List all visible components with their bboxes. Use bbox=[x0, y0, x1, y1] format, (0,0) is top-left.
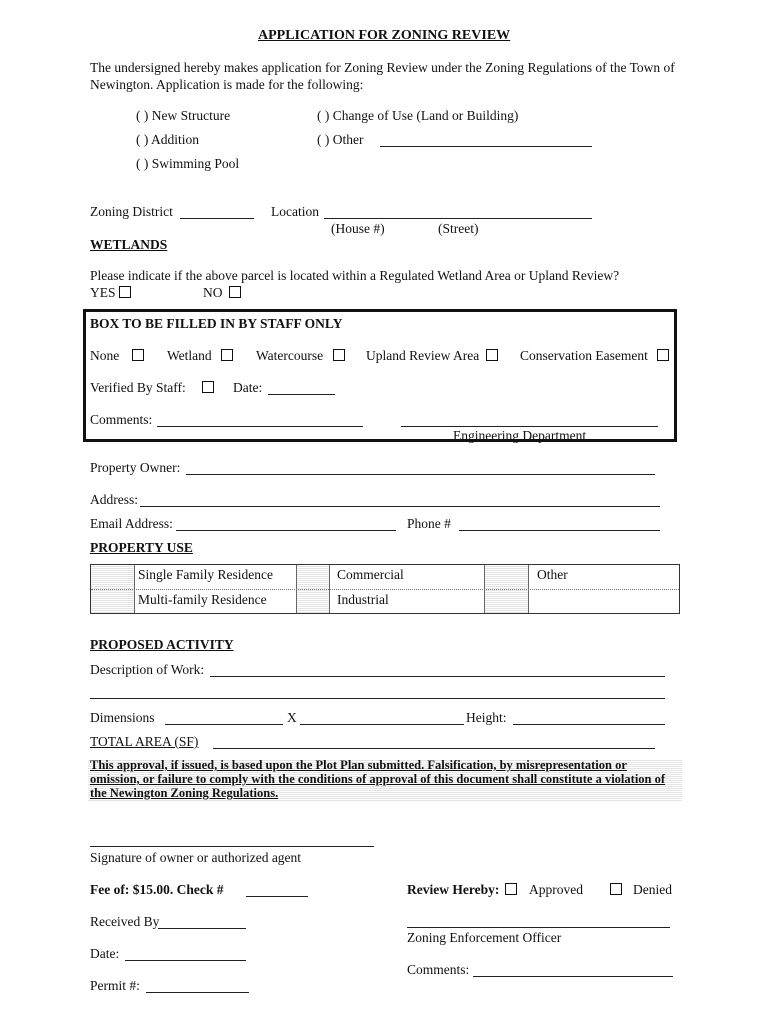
location-field[interactable] bbox=[324, 218, 592, 219]
description-label: Description of Work: bbox=[90, 662, 205, 677]
conservation-easement-checkbox[interactable] bbox=[657, 349, 669, 361]
option-label: Change of Use (Land or Building) bbox=[332, 108, 519, 123]
industrial-label: Industrial bbox=[337, 592, 389, 607]
page-title: APPLICATION FOR ZONING REVIEW bbox=[258, 28, 511, 43]
staff-box-heading: BOX TO BE FILLED IN BY STAFF ONLY bbox=[90, 316, 343, 331]
description-field-line-2[interactable] bbox=[90, 698, 665, 699]
multi-family-label: Multi-family Residence bbox=[138, 592, 267, 607]
staff-date-field[interactable] bbox=[268, 394, 335, 395]
commercial-label: Commercial bbox=[337, 567, 404, 582]
dimension-x-label: X bbox=[287, 710, 297, 725]
phone-label: Phone # bbox=[407, 516, 451, 531]
officer-signature-line[interactable] bbox=[407, 927, 670, 928]
option-label: Swimming Pool bbox=[151, 156, 240, 171]
no-checkbox[interactable] bbox=[229, 286, 241, 298]
wetland-label: Wetland bbox=[167, 348, 212, 363]
address-field[interactable] bbox=[140, 506, 660, 507]
checkbox-paren: ( ) bbox=[136, 132, 149, 147]
description-field[interactable] bbox=[210, 676, 665, 677]
option-label: Addition bbox=[151, 132, 200, 147]
denied-checkbox[interactable] bbox=[610, 883, 622, 895]
disclaimer-line-2: omission, or failure to comply with the conditions of approval of this document shall constitute a violation of bbox=[90, 772, 666, 786]
received-by-field[interactable] bbox=[158, 928, 246, 929]
email-field[interactable] bbox=[176, 530, 396, 531]
signature-label: Signature of owner or authorized agent bbox=[90, 850, 302, 865]
other-input-line[interactable] bbox=[380, 146, 592, 147]
option-label: New Structure bbox=[151, 108, 231, 123]
denied-label: Denied bbox=[633, 882, 672, 897]
verified-by-staff-label: Verified By Staff: bbox=[90, 380, 186, 395]
total-area-field[interactable] bbox=[213, 748, 655, 749]
upland-review-checkbox[interactable] bbox=[486, 349, 498, 361]
fee-label: Fee of: $15.00. Check # bbox=[90, 882, 224, 897]
watercourse-label: Watercourse bbox=[256, 348, 324, 363]
staff-comments-field[interactable] bbox=[157, 426, 363, 427]
zoning-officer-label: Zoning Enforcement Officer bbox=[407, 930, 562, 945]
disclaimer-line-3: the Newington Zoning Regulations. bbox=[90, 786, 279, 800]
verified-checkbox[interactable] bbox=[202, 381, 214, 393]
height-label: Height: bbox=[466, 710, 507, 725]
property-owner-label: Property Owner: bbox=[90, 460, 181, 475]
wetland-checkbox[interactable] bbox=[221, 349, 233, 361]
received-by-label: Received By bbox=[90, 914, 160, 929]
no-label: NO bbox=[203, 285, 223, 300]
wetlands-question: Please indicate if the above parcel is located within a Regulated Wetland Area or Upland Review? bbox=[90, 268, 620, 283]
intro-line-1: The undersigned hereby makes application for Zoning Review under the Zoning Regulations of the Town of bbox=[90, 60, 675, 75]
upland-review-label: Upland Review Area bbox=[366, 348, 480, 363]
office-date-label: Date: bbox=[90, 946, 120, 961]
intro-line-2: Newington. Application is made for the following: bbox=[90, 77, 364, 92]
address-label: Address: bbox=[90, 492, 138, 507]
none-checkbox[interactable] bbox=[132, 349, 144, 361]
other-use-label: Other bbox=[537, 567, 568, 582]
single-family-label: Single Family Residence bbox=[138, 567, 273, 582]
row-divider bbox=[91, 589, 679, 590]
permit-number-field[interactable] bbox=[146, 992, 249, 993]
checkbox-paren: ( ) bbox=[136, 156, 149, 171]
option-change-of-use[interactable] bbox=[317, 108, 518, 124]
total-area-label: TOTAL AREA (SF) bbox=[90, 734, 199, 749]
phone-field[interactable] bbox=[459, 530, 660, 531]
dimensions-label: Dimensions bbox=[90, 710, 155, 725]
street-label: (Street) bbox=[438, 221, 479, 236]
option-swimming-pool[interactable] bbox=[136, 156, 239, 172]
approved-label: Approved bbox=[529, 882, 583, 897]
conservation-easement-label: Conservation Easement bbox=[520, 348, 648, 363]
property-use-table bbox=[90, 564, 680, 614]
checkbox-paren: ( ) bbox=[317, 108, 330, 123]
proposed-activity-heading: PROPOSED ACTIVITY bbox=[90, 637, 234, 652]
check-number-field[interactable] bbox=[246, 896, 308, 897]
option-label: Other bbox=[332, 132, 364, 147]
review-comments-field[interactable] bbox=[473, 976, 673, 977]
dimension-length-field[interactable] bbox=[300, 724, 464, 725]
review-hereby-label: Review Hereby: bbox=[407, 882, 500, 897]
dimension-width-field[interactable] bbox=[165, 724, 283, 725]
email-label: Email Address: bbox=[90, 516, 173, 531]
review-comments-label: Comments: bbox=[407, 962, 470, 977]
wetlands-heading: WETLANDS bbox=[90, 237, 168, 252]
office-date-field[interactable] bbox=[125, 960, 246, 961]
zoning-district-label: Zoning District bbox=[90, 204, 173, 219]
signature-field[interactable] bbox=[90, 846, 374, 847]
yes-label: YES bbox=[90, 285, 116, 300]
watercourse-checkbox[interactable] bbox=[333, 349, 345, 361]
checkbox-paren: ( ) bbox=[317, 132, 330, 147]
height-field[interactable] bbox=[513, 724, 665, 725]
checkbox-paren: ( ) bbox=[136, 108, 149, 123]
option-addition[interactable] bbox=[136, 132, 199, 148]
disclaimer-line-1: This approval, if issued, is based upon the Plot Plan submitted. Falsification, by misrepresentation or bbox=[90, 758, 627, 772]
yes-checkbox[interactable] bbox=[119, 286, 131, 298]
option-new-structure[interactable] bbox=[136, 108, 230, 124]
engineering-signature-line[interactable] bbox=[401, 426, 658, 427]
permit-number-label: Permit #: bbox=[90, 978, 140, 993]
staff-date-label: Date: bbox=[233, 380, 263, 395]
approved-checkbox[interactable] bbox=[505, 883, 517, 895]
none-label: None bbox=[90, 348, 120, 363]
property-owner-field[interactable] bbox=[186, 474, 655, 475]
location-label: Location bbox=[271, 204, 319, 219]
zoning-district-field[interactable] bbox=[180, 218, 254, 219]
staff-comments-label: Comments: bbox=[90, 412, 153, 427]
house-number-label: (House #) bbox=[331, 221, 385, 236]
option-other[interactable] bbox=[317, 132, 364, 148]
engineering-department-label: Engineering Department bbox=[453, 428, 587, 443]
property-use-heading: PROPERTY USE bbox=[90, 540, 193, 555]
